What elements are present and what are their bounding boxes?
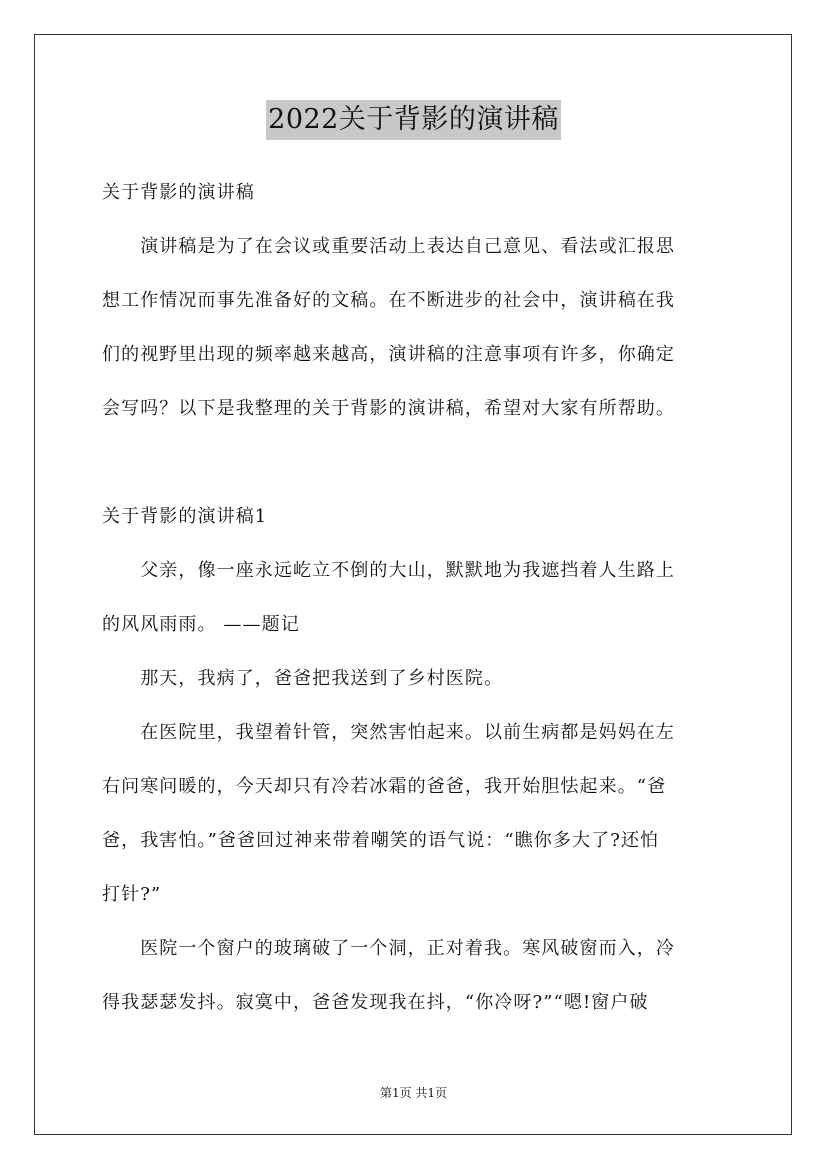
paragraph-line: 的风风雨雨。 ——题记 (102, 614, 300, 635)
paragraph-line: 爸，我害怕。”爸爸回过神来带着嘲笑的语气说：“瞧你多大了?还怕 (102, 830, 660, 851)
document-title-wrap (0, 100, 827, 140)
paragraph-line: 那天，我病了，爸爸把我送到了乡村医院。 (102, 668, 504, 689)
section-heading: 关于背影的演讲稿1 (102, 506, 268, 527)
page-footer: 第1页 共1页 (379, 1086, 448, 1100)
paragraph-line: 演讲稿是为了在会议或重要活动上表达自己意见、看法或汇报思 (102, 236, 675, 257)
paragraph-line: 父亲，像一座永远屹立不倒的大山，默默地为我遮挡着人生路上 (102, 560, 675, 581)
paragraph-line: 想工作情况而事先准备好的文稿。在不断进步的社会中，演讲稿在我 (102, 290, 675, 311)
paragraph-line: 们的视野里出现的频率越来越高，演讲稿的注意事项有许多，你确定 (102, 344, 675, 365)
paragraph-line: 在医院里，我望着针管，突然害怕起来。以前生病都是妈妈在左 (102, 722, 675, 743)
paragraph-line: 会写吗？以下是我整理的关于背影的演讲稿，希望对大家有所帮助。 (102, 398, 675, 419)
section-heading: 关于背影的演讲稿 (102, 182, 255, 203)
paragraph-line: 医院一个窗户的玻璃破了一个洞，正对着我。寒风破窗而入，冷 (102, 938, 675, 959)
document-title: 2022关于背影的演讲稿 (266, 100, 561, 140)
paragraph-line: 右问寒问暖的，今天却只有冷若冰霜的爸爸，我开始胆怯起来。“爸 (102, 776, 667, 797)
paragraph-line: 得我瑟瑟发抖。寂寞中，爸爸发现我在抖，“你冷呀?”“嗯!窗户破 (102, 992, 649, 1013)
paragraph-line: 打针?” (102, 884, 162, 905)
